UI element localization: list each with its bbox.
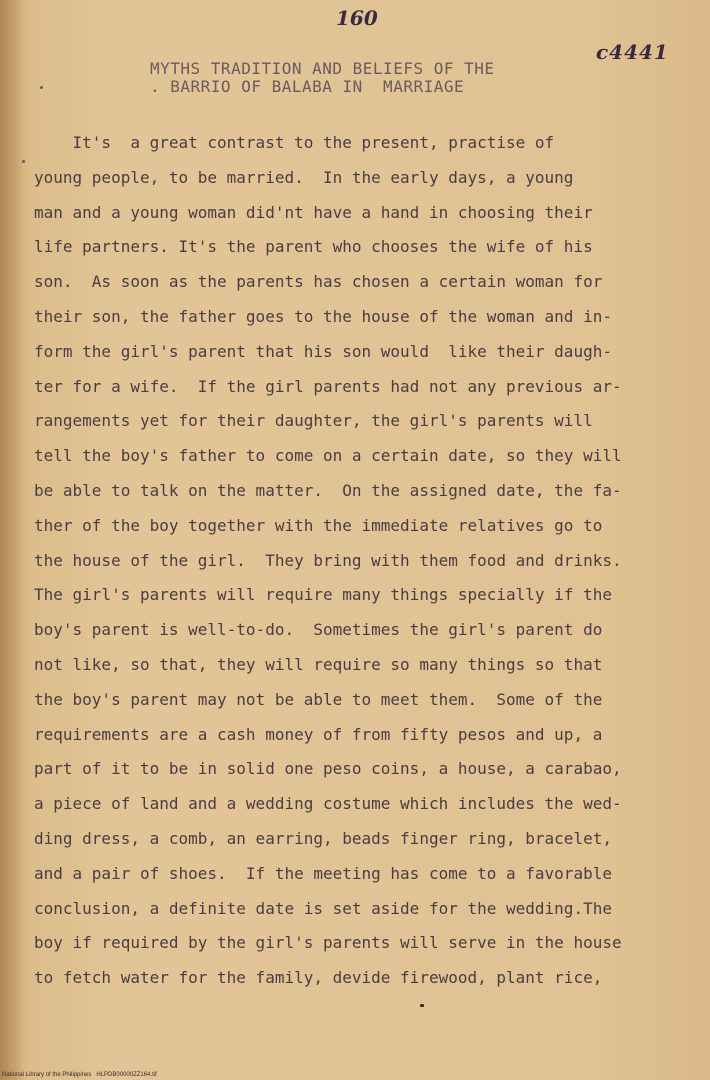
body-line: ding dress, a comb, an earring, beads finger ring, bracelet, (34, 828, 612, 848)
body-line: It's a great contrast to the present, practise of (34, 133, 555, 152)
body-line: man and a young woman did'nt have a hand in choosing their (34, 202, 593, 222)
body-line: young people, to be married. In the early days, a young (34, 167, 574, 187)
page-edge-shadow (0, 0, 22, 1080)
body-line: to fetch water for the family, devide firewood, plant rice, (34, 968, 603, 988)
stray-mark (40, 86, 43, 89)
body-line: the house of the girl. They bring with them food and drinks. (34, 550, 622, 570)
stray-mark (22, 160, 25, 163)
body-line: a piece of land and a wedding costume which includes the wed- (34, 794, 622, 814)
catalog-number: c4441 (596, 40, 669, 64)
body-line: part of it to be in solid one peso coins, a house, a carabao, (34, 759, 622, 779)
body-line: the boy's parent may not be able to meet them. Some of the (34, 689, 603, 709)
body-line: requirements are a cash money of from fifty pesos and up, a (34, 724, 603, 744)
page-number: 160 (336, 6, 378, 30)
title-line-2: . BARRIO OF BALABA IN MARRIAGE (150, 77, 465, 96)
title-line-1: MYTHS TRADITION AND BELIEFS OF THE (150, 59, 495, 78)
body-line: be able to talk on the matter. On the assigned date, the fa- (34, 480, 622, 500)
body-text (34, 126, 684, 996)
body-line: and a pair of shoes. If the meeting has come to a favorable (34, 863, 612, 883)
body-line: The girl's parents will require many things specially if the (34, 585, 612, 605)
body-line: conclusion, a definite date is set aside for the wedding.The (34, 898, 612, 918)
document-title (150, 60, 495, 96)
body-line: boy's parent is well-to-do. Sometimes the girl's parent do (34, 620, 603, 640)
body-line: ter for a wife. If the girl parents had not any previous ar- (34, 376, 622, 396)
ink-mark (420, 1004, 424, 1007)
body-line: ther of the boy together with the immediate relatives go to (34, 515, 603, 535)
body-line: tell the boy's father to come on a certain date, so they will (34, 446, 622, 466)
body-line: son. As soon as the parents has chosen a certain woman for (34, 272, 603, 292)
body-line: not like, so that, they will require so many things so that (34, 654, 603, 674)
body-line: life partners. It's the parent who chooses the wife of his (34, 237, 593, 257)
body-line: boy if required by the girl's parents will serve in the house (34, 933, 622, 953)
body-line: rangements yet for their daughter, the girl's parents will (34, 411, 593, 431)
scan-footer: National Library of the Philippines HLPDB00000ZZ164.tif (2, 1072, 157, 1078)
body-line: their son, the father goes to the house of the woman and in- (34, 306, 612, 326)
body-line: form the girl's parent that his son would like their daugh- (34, 341, 612, 361)
